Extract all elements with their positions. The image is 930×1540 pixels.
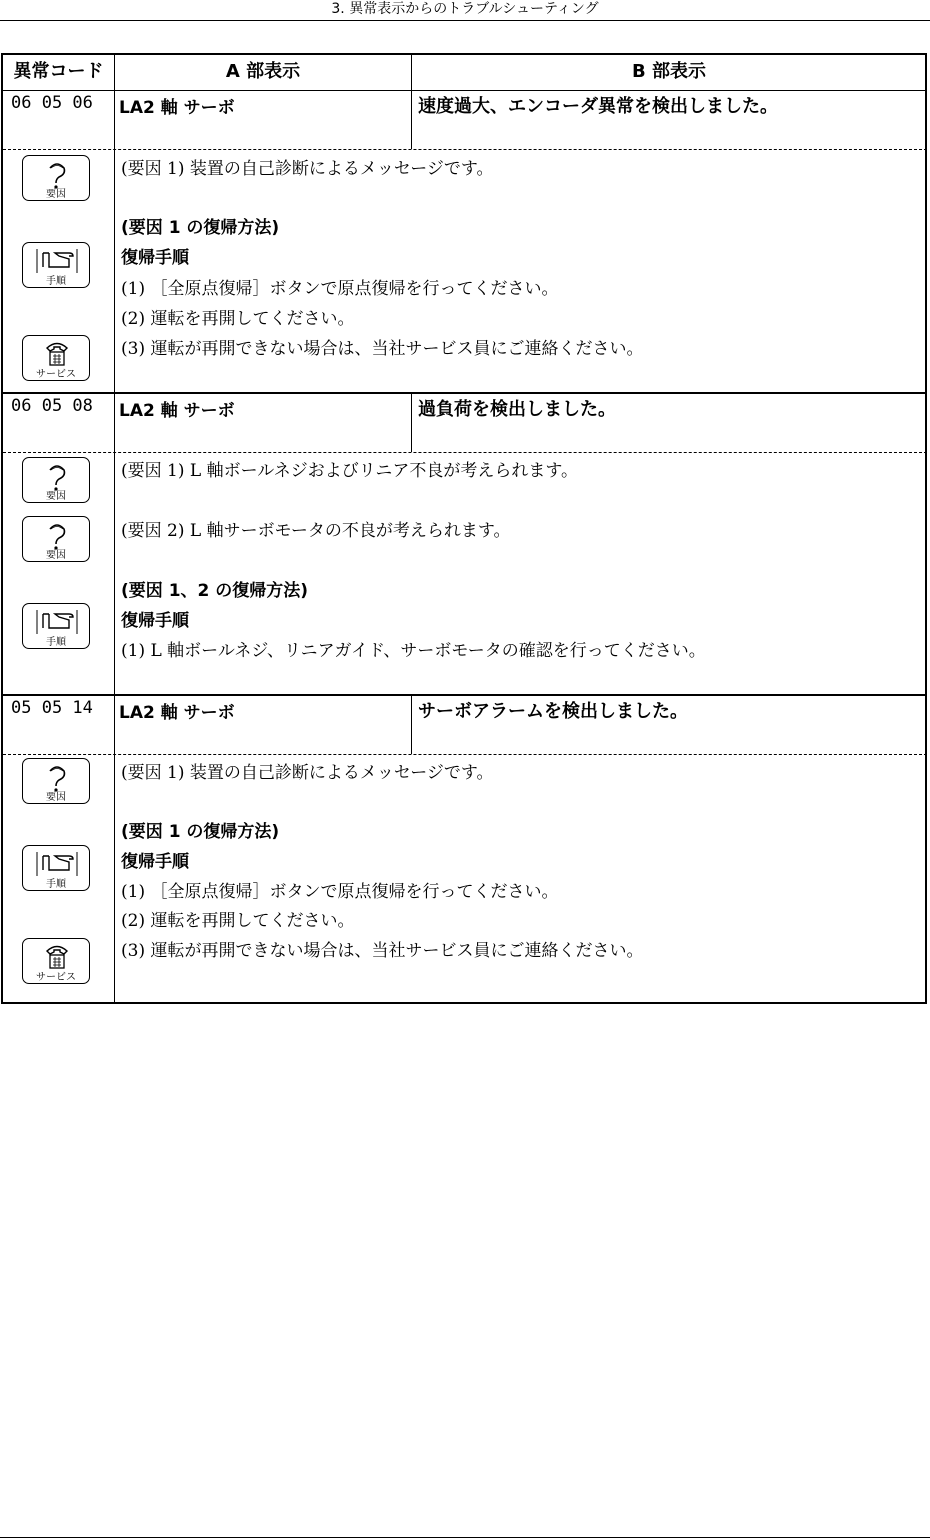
procedure-icon [22,603,90,649]
procedure-heading: 復帰手順 [121,852,189,872]
col-header-b: B 部表示 [632,61,706,82]
service-icon [22,938,90,984]
ab-divider [411,696,412,754]
cause-icon [22,758,90,804]
step-line: (1) L 軸ボールネジ、リニアガイド、サーボモータの確認を行ってください。 [121,641,706,661]
page-header: 3. 異常表示からのトラブルシューティング [331,1,599,17]
icon-label: 手順 [46,276,66,287]
icon-label: 要因 [46,491,66,502]
procedure-heading: 復帰手順 [121,248,189,268]
icon-label: 要因 [46,189,66,200]
cause-line: (要因 1) 装置の自己診断によるメッセージです。 [121,159,494,179]
step-line: (1) ［全原点復帰］ボタンで原点復帰を行ってください。 [121,882,559,902]
cause-line: (要因 2) L 軸サーボモータの不良が考えられます。 [121,521,511,541]
cause-icon [22,516,90,562]
a-display: LA2 軸 サーボ [119,98,235,118]
step-line: (3) 運転が再開できない場合は、当社サービス員にご連絡ください。 [121,941,644,961]
error-code: 06 05 06 [11,93,93,113]
b-display: サーボアラームを検出しました。 [418,701,688,722]
error-code: 05 05 14 [11,698,93,718]
ab-divider [411,91,412,149]
dashed-separator [3,754,927,755]
ab-divider [411,394,412,452]
step-line: (2) 運転を再開してください。 [121,911,355,931]
icon-label: 手順 [46,879,66,890]
cause-icon [22,155,90,201]
col-header-a: A 部表示 [225,61,301,82]
header-rule [0,20,930,21]
icon-label: サービス [36,972,76,983]
entry-separator [3,694,927,696]
b-display: 速度過大、エンコーダ異常を検出しました。 [418,96,778,117]
icon-label: サービス [36,369,76,380]
procedure-icon [22,845,90,891]
cause-line: (要因 1) 装置の自己診断によるメッセージです。 [121,763,494,783]
step-line: (3) 運転が再開できない場合は、当社サービス員にご連絡ください。 [121,339,644,359]
step-line: (2) 運転を再開してください。 [121,309,355,329]
dashed-separator [3,149,927,150]
dashed-separator [3,452,927,453]
header-bottom-rule [3,90,927,91]
footer-rule [0,1537,930,1538]
cause-icon [22,457,90,503]
icon-label: 要因 [46,792,66,803]
recovery-heading: (要因 1 の復帰方法) [121,218,280,238]
b-display: 過負荷を検出しました。 [418,399,616,420]
a-display: LA2 軸 サーボ [119,703,235,723]
recovery-heading: (要因 1、2 の復帰方法) [121,581,309,601]
recovery-heading: (要因 1 の復帰方法) [121,822,280,842]
procedure-icon [22,242,90,288]
step-line: (1) ［全原点復帰］ボタンで原点復帰を行ってください。 [121,279,559,299]
a-display: LA2 軸 サーボ [119,401,235,421]
procedure-heading: 復帰手順 [121,611,189,631]
col-header-code: 異常コード [13,61,104,82]
service-icon [22,335,90,381]
cause-line: (要因 1) L 軸ボールネジおよびリニア不良が考えられます。 [121,461,579,481]
icon-label: 要因 [46,550,66,561]
col-divider-code [114,55,115,1003]
icon-label: 手順 [46,637,66,648]
error-code: 06 05 08 [11,396,93,416]
ab-divider-header [411,55,412,90]
entry-separator [3,392,927,394]
